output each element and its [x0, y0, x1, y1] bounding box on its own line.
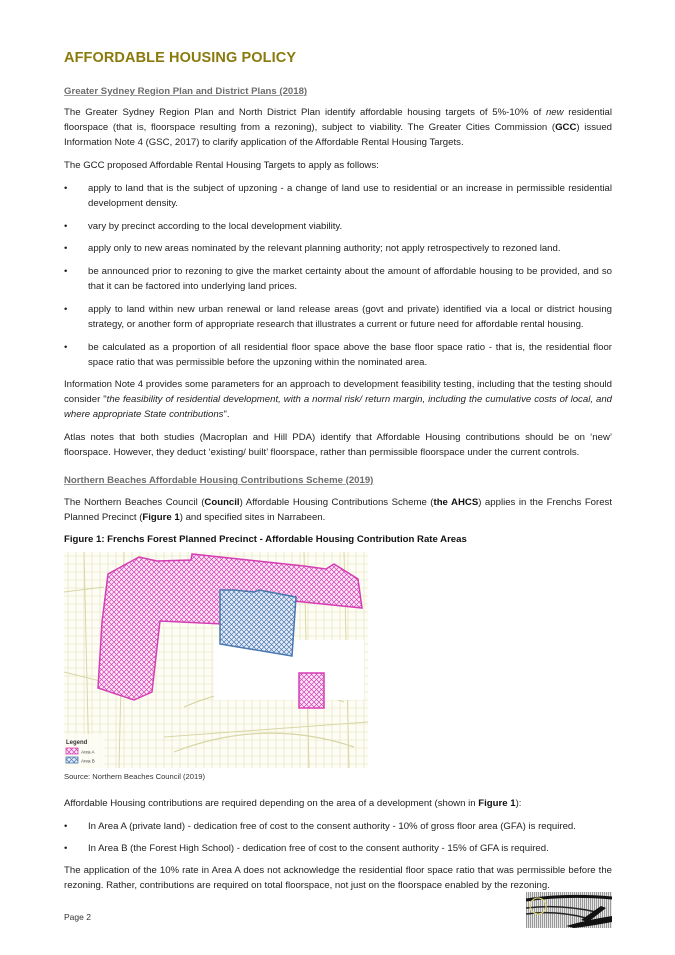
bullet-icon: • — [64, 843, 68, 854]
bullet-icon: • — [64, 221, 68, 232]
paragraph-information-note: Information Note 4 provides some parameters for an approach to development feasibility testing, including that the testing should consider "the feasibility of residential development, with a normal risk/ return margin, including the cumulative costs of local, and where appropriate State contributions". — [64, 379, 612, 421]
paragraph-ahcs: The Northern Beaches Council (Council) Affordable Housing Contributions Scheme (the AHCS) applies in the Frenchs Forest Planned Precinct (Figure 1) and specified sites in Narrabeen. — [64, 497, 613, 524]
precinct-map — [64, 552, 368, 768]
legend-title: Legend — [66, 740, 88, 746]
paragraph-contributions: Affordable Housing contributions are required depending on the area of a development (shown in Figure 1): — [64, 798, 522, 809]
logo-graphic — [526, 892, 612, 928]
bullet-icon: • — [64, 342, 68, 353]
bullet-icon: • — [64, 243, 68, 254]
page-heading: AFFORDABLE HOUSING POLICY — [64, 50, 297, 66]
section-title-northern-beaches: Northern Beaches Affordable Housing Contributions Scheme (2019) — [64, 475, 374, 486]
bullet-icon: • — [64, 266, 68, 277]
figure-title: Figure 1: Frenchs Forest Planned Precinct - Affordable Housing Contribution Rate Areas — [64, 534, 467, 545]
map-graphic — [64, 552, 368, 768]
section-title-greater-sydney: Greater Sydney Region Plan and District Plans (2018) — [64, 86, 308, 97]
bullet-icon: • — [64, 821, 68, 832]
paragraph-atlas-notes: Atlas notes that both studies (Macroplan and Hill PDA) identify that Affordable Housing contributions should be on ‘new’ floorspace. However, they deduct ‘existing/ built’ floorspace, rather than permissible floorspace under the current controls. — [64, 432, 612, 459]
bullet-icon: • — [64, 183, 68, 194]
company-logo — [526, 892, 612, 928]
legend-swatch-area-a — [66, 748, 78, 754]
legend-label-area-b: Area B — [81, 758, 95, 764]
paragraph-gcc-intro: The GCC proposed Affordable Rental Housing Targets to apply as follows: — [64, 160, 379, 171]
figure-source: Source: Northern Beaches Council (2019) — [64, 772, 205, 781]
legend-swatch-area-b — [66, 757, 78, 763]
bullet-icon: • — [64, 304, 68, 315]
page-number: Page 2 — [64, 912, 91, 922]
legend-label-area-a: Area A — [81, 749, 95, 755]
paragraph-targets: The Greater Sydney Region Plan and North District Plan identify affordable housing targets of 5%-10% of new residential floorspace (that is, floorspace resulting from a rezoning), subject to viability. The Greater Cities Commission (GCC) issued Information Note 4 (GSC, 2017) to clarify application of the Affordable Rental Housing Targets. — [64, 107, 612, 149]
paragraph-rate-application: The application of the 10% rate in Area A does not acknowledge the residential floor space ratio that was permissible before the rezoning. Rather, contributions are required on total floorspace, not just on the floorspace enabled by the rezoning. — [64, 865, 612, 892]
